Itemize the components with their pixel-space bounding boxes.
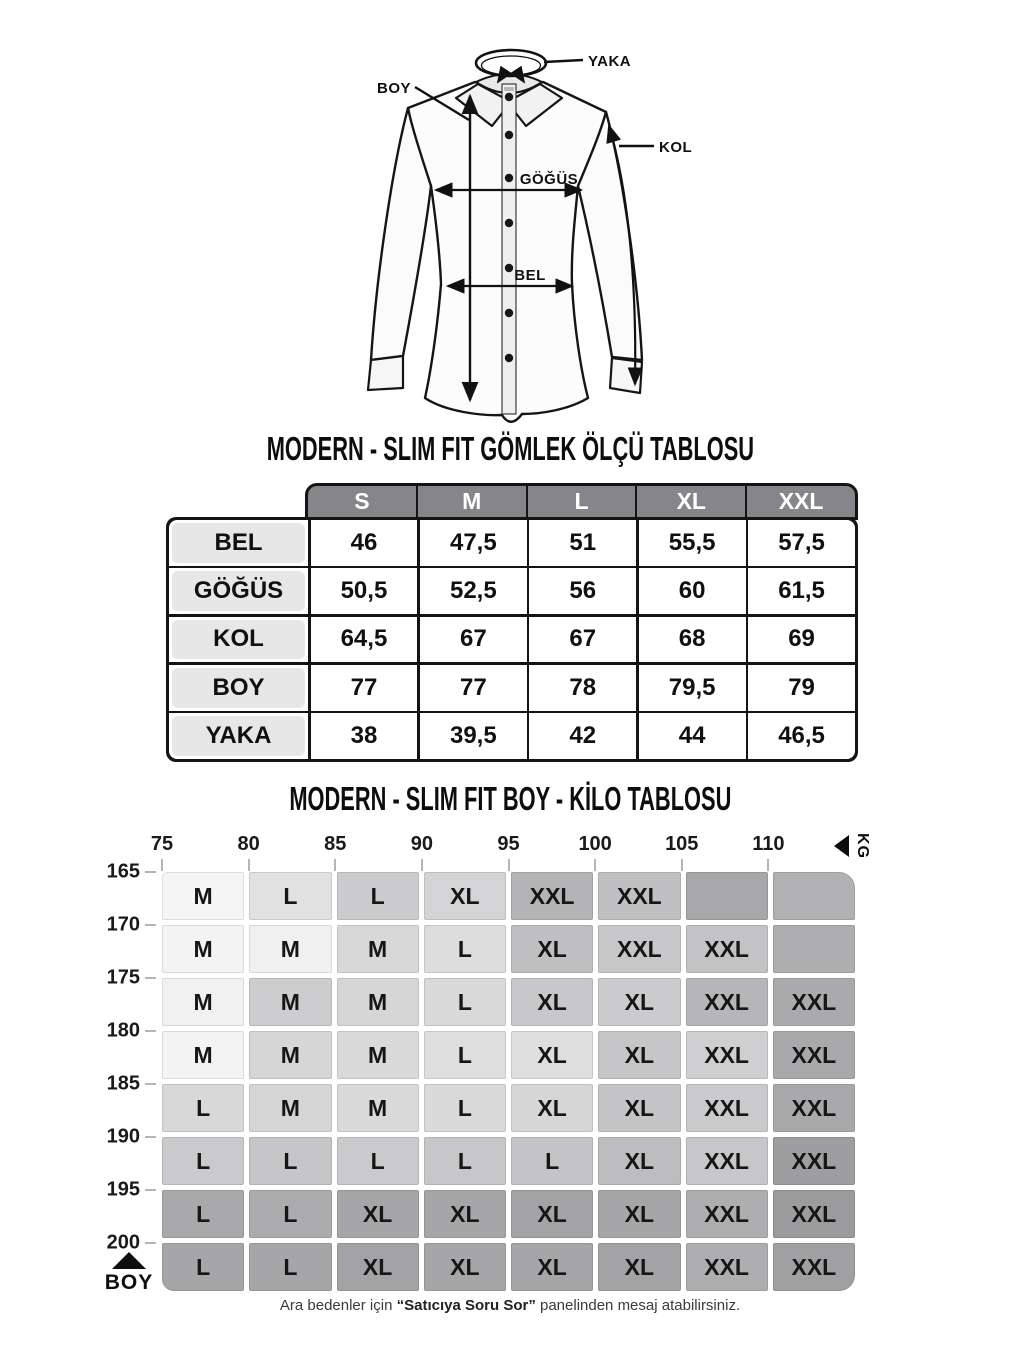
boy-axis-marker [100,1252,158,1295]
size-col-header-s: S [354,488,370,514]
weight-size-cell: XXL [686,1190,768,1238]
height-tick-label: 185 [106,1072,140,1095]
weight-size-cell: XXL [773,1190,855,1238]
size-value-cell: 69 [748,617,855,663]
weight-size-cell: L [337,1137,419,1185]
shirt-brand-label [504,87,514,91]
size-value-cell: 77 [311,665,418,711]
kg-axis-label: KG [854,833,871,859]
size-table-title: MODERN - SLIM FIT GÖMLEK ÖLÇÜ TABLOSU [266,429,754,467]
size-row-label: BEL [172,523,305,563]
size-value-cell: 56 [529,568,636,614]
kg-tick-label: 85 [324,833,347,855]
kg-tick-mark [248,859,250,871]
footer-suffix: panelinden mesaj atabilirsiniz. [535,1297,741,1314]
size-value-cell: 47,5 [420,520,527,566]
weight-size-cell: XL [337,1243,419,1291]
height-tick-mark [145,871,156,873]
weight-size-cell: XXL [773,1243,855,1291]
kg-tick-mark [767,859,769,871]
weight-size-cell: M [249,1031,331,1079]
weight-size-cell: XL [598,1190,680,1238]
weight-size-cell: XXL [686,1031,768,1079]
gogus-label: GÖĞÜS [519,171,579,188]
weight-size-cell: L [424,978,506,1026]
size-value-cell: 60 [639,568,746,614]
size-table-body [166,517,858,762]
weight-size-cell: M [249,978,331,1026]
weight-size-cell: XXL [598,925,680,973]
weight-size-cell: M [162,925,244,973]
weight-size-cell: L [162,1243,244,1291]
height-tick-mark [145,1136,156,1138]
weight-size-cell: XXL [511,872,593,920]
weight-size-cell: XXL [686,978,768,1026]
bel-label: BEL [514,267,546,284]
height-tick-mark [145,1242,156,1244]
weight-size-cell: L [249,872,331,920]
kg-tick-label: 100 [578,833,612,855]
weight-table-title: MODERN - SLIM FIT BOY - KİLO TABLOSU [288,779,732,817]
weight-size-cell: XXL [686,1243,768,1291]
boy-axis-label: BOY [104,1271,154,1294]
kg-arrow-left-icon [834,835,849,857]
weight-size-cell: M [337,1084,419,1132]
weight-size-cell: XL [511,978,593,1026]
weight-size-cell: M [162,1031,244,1079]
size-value-cell: 44 [639,713,746,759]
weight-size-cell: L [337,872,419,920]
weight-size-cell: L [162,1190,244,1238]
kg-tick-mark [161,859,163,871]
size-value-cell: 50,5 [311,568,418,614]
kg-tick-mark [508,859,510,871]
footer-bold: “Satıcıya Soru Sor” [396,1297,536,1314]
kg-tick-label: 110 [752,833,785,855]
size-value-cell: 46,5 [748,713,855,759]
weight-size-cell: M [337,925,419,973]
height-tick-label: 200 [106,1231,140,1254]
weight-size-cell: XL [511,1031,593,1079]
kg-tick-label: 95 [497,833,520,855]
size-row-label-cell [169,568,308,614]
boy-label: BOY [376,80,411,97]
weight-size-cell: L [249,1243,331,1291]
weight-size-cell: XL [511,1084,593,1132]
kg-axis-marker [834,835,875,857]
size-value-cell: 61,5 [748,568,855,614]
weight-size-cell: XL [511,1190,593,1238]
weight-size-cell: XXL [686,1137,768,1185]
size-row-label-cell [169,520,308,566]
size-value-cell: 68 [639,617,746,663]
weight-size-cell: XXL [773,978,855,1026]
size-value-cell: 51 [529,520,636,566]
weight-size-cell: XXL [773,1031,855,1079]
yaka-leader-line [544,60,583,62]
weight-size-cell: XL [598,1243,680,1291]
weight-size-cell: XL [511,925,593,973]
height-tick-mark [145,1083,156,1085]
weight-size-cell: XL [598,978,680,1026]
size-row-label: GÖĞÜS [172,571,305,611]
size-value-cell: 79,5 [639,665,746,711]
size-col-header-xxl: XXL [745,486,855,517]
size-row-label-cell [169,713,308,759]
weight-height-grid [162,872,855,1291]
kg-tick-label: 80 [237,833,260,855]
kg-tick-label: 90 [410,833,433,855]
weight-size-cell: XL [424,1190,506,1238]
footer-prefix: Ara bedenler için [279,1297,397,1314]
weight-size-cell: XL [598,1031,680,1079]
size-value-cell: 78 [529,665,636,711]
weight-size-cell: XXL [773,1084,855,1132]
size-value-cell: 42 [529,713,636,759]
size-row-label: KOL [172,620,305,660]
shirt-measurement-diagram [278,16,738,434]
size-value-cell: 77 [420,665,527,711]
size-table-header-row [305,483,858,520]
weight-size-cell: M [249,1084,331,1132]
kg-axis [150,833,855,872]
height-tick-label: 175 [106,966,140,989]
weight-size-cell: M [162,978,244,1026]
size-col-header-l: L [526,486,636,517]
weight-size-cell: XXL [598,872,680,920]
yaka-measure-ellipse [476,50,546,76]
weight-size-cell: L [162,1137,244,1185]
kg-tick-label: 75 [150,833,174,855]
size-row-label: YAKA [172,716,305,756]
weight-size-cell: L [249,1137,331,1185]
weight-size-cell: XL [598,1137,680,1185]
weight-size-cell: M [337,978,419,1026]
size-value-cell: 79 [748,665,855,711]
kg-tick-label: 105 [665,833,699,855]
kg-tick-mark [681,859,683,871]
size-value-cell: 64,5 [311,617,418,663]
weight-size-cell: XL [511,1243,593,1291]
height-tick-label: 170 [106,913,140,936]
weight-size-cell: XL [598,1084,680,1132]
size-value-cell: 67 [529,617,636,663]
weight-size-cell: M [249,925,331,973]
height-tick-label: 190 [106,1125,140,1148]
height-tick-mark [145,1189,156,1191]
weight-size-cell-empty [773,872,855,920]
yaka-measure-ellipse-inner [482,56,541,75]
weight-size-cell: L [424,1031,506,1079]
size-value-cell: 55,5 [639,520,746,566]
height-tick-label: 165 [106,860,140,883]
kg-tick-mark [594,859,596,871]
weight-size-cell: XL [424,872,506,920]
weight-size-cell: M [337,1031,419,1079]
size-col-header-xl: XL [635,486,745,517]
kol-label: KOL [659,139,693,156]
weight-size-cell: XXL [773,1137,855,1185]
size-value-cell: 67 [420,617,527,663]
height-axis [96,860,158,1291]
size-value-cell: 38 [311,713,418,759]
weight-size-cell: L [249,1190,331,1238]
weight-size-cell: XL [424,1243,506,1291]
weight-size-cell: L [424,925,506,973]
shirt-left-cuff [368,356,403,390]
size-value-cell: 52,5 [420,568,527,614]
weight-size-cell: L [424,1137,506,1185]
height-tick-label: 180 [106,1019,140,1042]
size-value-cell: 57,5 [748,520,855,566]
footer-note [0,1297,1020,1314]
size-value-cell: 46 [311,520,418,566]
weight-size-cell-empty [773,925,855,973]
weight-size-cell-empty [686,872,768,920]
boy-arrow-up-icon [112,1252,146,1269]
height-tick-mark [145,977,156,979]
height-tick-mark [145,924,156,926]
size-row-label-cell [169,665,308,711]
height-tick-mark [145,1030,156,1032]
yaka-label: YAKA [588,53,632,70]
weight-size-cell: L [162,1084,244,1132]
weight-size-cell: XXL [686,925,768,973]
shirt-right-cuff [610,358,642,393]
weight-size-cell: XL [337,1190,419,1238]
size-row-label-cell [169,617,308,663]
kg-tick-mark [334,859,336,871]
height-tick-label: 195 [106,1178,140,1201]
size-row-label: BOY [172,668,305,708]
weight-size-cell: L [511,1137,593,1185]
weight-size-cell: M [162,872,244,920]
kg-tick-mark [421,859,423,871]
weight-size-cell: XXL [686,1084,768,1132]
weight-size-cell: L [424,1084,506,1132]
size-value-cell: 39,5 [420,713,527,759]
size-col-header-m: M [416,486,526,517]
